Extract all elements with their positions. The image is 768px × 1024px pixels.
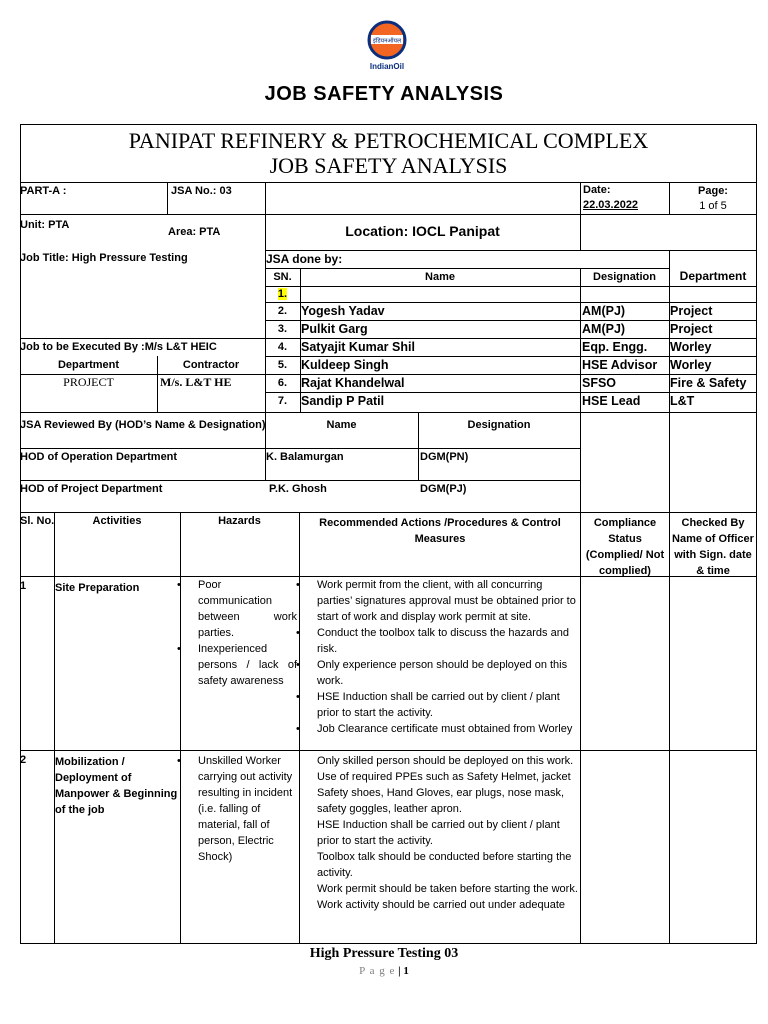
col-header-activities: Activities [92, 515, 142, 527]
team-row-5-designation: HSE Advisor [582, 358, 658, 372]
team-row-3-department: Project [670, 322, 713, 336]
col-header-checked-by: Checked By Name of Officer with Sign. date & time [672, 517, 754, 577]
document-title: JOB SAFETY ANALYSIS [264, 83, 504, 105]
team-row-6-designation: SFSO [582, 376, 617, 390]
hod-operation-role: HOD of Operation Department [20, 451, 178, 463]
hazard-item: • Inexperienced persons / lack of safety awareness [180, 641, 297, 689]
team-row-2-designation: AM(PJ) [582, 304, 626, 318]
team-row-2-department: Project [670, 304, 713, 318]
team-row-3-designation: AM(PJ) [582, 322, 626, 336]
team-row-7-department: L&T [670, 394, 695, 408]
team-row-5-department: Worley [670, 358, 712, 372]
hod-operation-designation: DGM(PN) [420, 451, 469, 463]
indianoil-logo [357, 20, 417, 72]
header-line-1: PANIPAT REFINERY & PETROCHEMICAL COMPLEX [128, 128, 649, 153]
team-header-sn: SN. [273, 271, 292, 283]
activity-1-actions [299, 577, 579, 737]
activity-2-name: Mobilization / Deployment of Manpower & Beginning of the job [55, 756, 178, 816]
col-header-actions: Recommended Actions /Procedures & Control Measures [319, 517, 561, 545]
team-row-4-name: Satyajit Kumar Shil [301, 340, 415, 354]
action-item: • Toolbox talk should be conducted before starting the activity. [299, 849, 579, 881]
action-item: • Work permit from the client, with all concurring parties’ signatures approval must be obtained prior to start of work and display work permit at site. [299, 577, 579, 625]
executed-by: Job to be Executed By :M/s L&T HEIC [20, 341, 217, 353]
action-item: • Only skilled person should be deployed on this work. [299, 753, 579, 769]
hod-project-name: P.K. Ghosh [269, 483, 327, 495]
team-row-4-sn: 4. [277, 341, 288, 353]
date-label: Date: [583, 184, 611, 196]
header-line-2: JOB SAFETY ANALYSIS [269, 153, 508, 178]
unit-label: Unit: PTA [20, 219, 70, 231]
team-row-7-name: Sandip P Patil [301, 394, 385, 408]
hod-project-role: HOD of Project Department [20, 483, 163, 495]
team-row-6-sn: 6. [277, 377, 288, 389]
action-item: • HSE Induction shall be carried out by client / plant prior to start the activity. [299, 817, 579, 849]
action-item: • Use of required PPEs such as Safety Helmet, jacket Safety shoes, Hand Gloves, ear plugs, nose mask, safety goggles, leather apron. [299, 769, 579, 817]
footer-title: High Pressure Testing 03 [309, 946, 459, 961]
hazard-item: • Unskilled Worker carrying out activity resulting in incident (i.e. falling of material, fall of person, Electric Shock) [180, 753, 299, 865]
col-header-hazards: Hazards [218, 515, 261, 527]
activity-1-sl: 1 [20, 580, 27, 592]
department-value: PROJECT [63, 375, 114, 389]
action-item: • HSE Induction shall be carried out by client / plant prior to start the activity. [299, 689, 579, 721]
part-a-label: PART-A : [20, 185, 67, 197]
page-value: 1 of 5 [699, 200, 727, 212]
action-item: • Work permit should be taken before starting the work. [299, 881, 579, 897]
contractor-value: M/s. L&T HE [160, 375, 232, 389]
team-row-3-name: Pulkit Garg [301, 322, 368, 336]
activity-2-actions [299, 753, 579, 943]
action-item: • Work activity should be carried out under adequate [299, 897, 579, 913]
location: Location: IOCL Panipat [345, 223, 500, 239]
review-header-designation: Designation [467, 419, 531, 431]
team-header-designation: Designation [593, 271, 656, 283]
team-row-1-sn: 1. [277, 288, 288, 300]
job-title: Job Title: High Pressure Testing [20, 252, 188, 264]
reviewed-by-label: JSA Reviewed By (HOD’s Name & Designation) [20, 419, 266, 431]
activity-1-name: Site Preparation [55, 582, 140, 594]
footer-page-number: | 1 [398, 965, 409, 977]
hod-project-designation: DGM(PJ) [420, 483, 467, 495]
team-row-7-designation: HSE Lead [582, 394, 641, 408]
jsa-number: JSA No.: 03 [171, 185, 232, 197]
page-label: Page: [698, 185, 728, 197]
team-row-5-sn: 5. [277, 359, 288, 371]
team-row-3-sn: 3. [277, 323, 288, 335]
team-header-name: Name [425, 271, 455, 283]
jsa-done-by-label: JSA done by: [266, 252, 343, 266]
action-item: • Conduct the toolbox talk to discuss the hazards and risk. [299, 625, 579, 657]
svg-text:IndianOil: IndianOil [369, 62, 405, 71]
team-row-6-department: Fire & Safety [670, 376, 747, 390]
department-header: Department [57, 359, 120, 371]
activity-2-sl: 2 [20, 754, 27, 766]
svg-text:इंडियनऑयल: इंडियनऑयल [372, 37, 402, 45]
hod-operation-name: K. Balamurgan [266, 451, 344, 463]
area-label: Area: PTA [168, 226, 221, 238]
team-row-7-sn: 7. [277, 395, 288, 407]
team-row-2-name: Yogesh Yadav [301, 304, 385, 318]
team-header-department: Department [679, 269, 747, 283]
action-item: • Only experience person should be deployed on this work. [299, 657, 579, 689]
team-row-4-department: Worley [670, 340, 712, 354]
team-row-2-sn: 2. [277, 305, 288, 317]
date-value: 22.03.2022 [583, 199, 639, 211]
contractor-header: Contractor [182, 359, 240, 371]
footer-page-word: P a g e [359, 965, 396, 977]
footer-page [0, 965, 768, 977]
team-row-6-name: Rajat Khandelwal [301, 376, 405, 390]
activity-1-hazards [180, 577, 297, 689]
hazard-item: • Poor communication between work parties. [180, 577, 297, 641]
review-header-name: Name [326, 419, 357, 431]
col-header-compliance: Compliance Status (Complied/ Not complied) [585, 517, 665, 577]
col-header-sl: Sl. No. [20, 515, 55, 527]
activity-2-hazards [180, 753, 299, 865]
team-row-4-designation: Eqp. Engg. [582, 340, 648, 354]
team-row-5-name: Kuldeep Singh [301, 358, 389, 372]
action-item: • Job Clearance certificate must obtained from Worley [299, 721, 579, 737]
